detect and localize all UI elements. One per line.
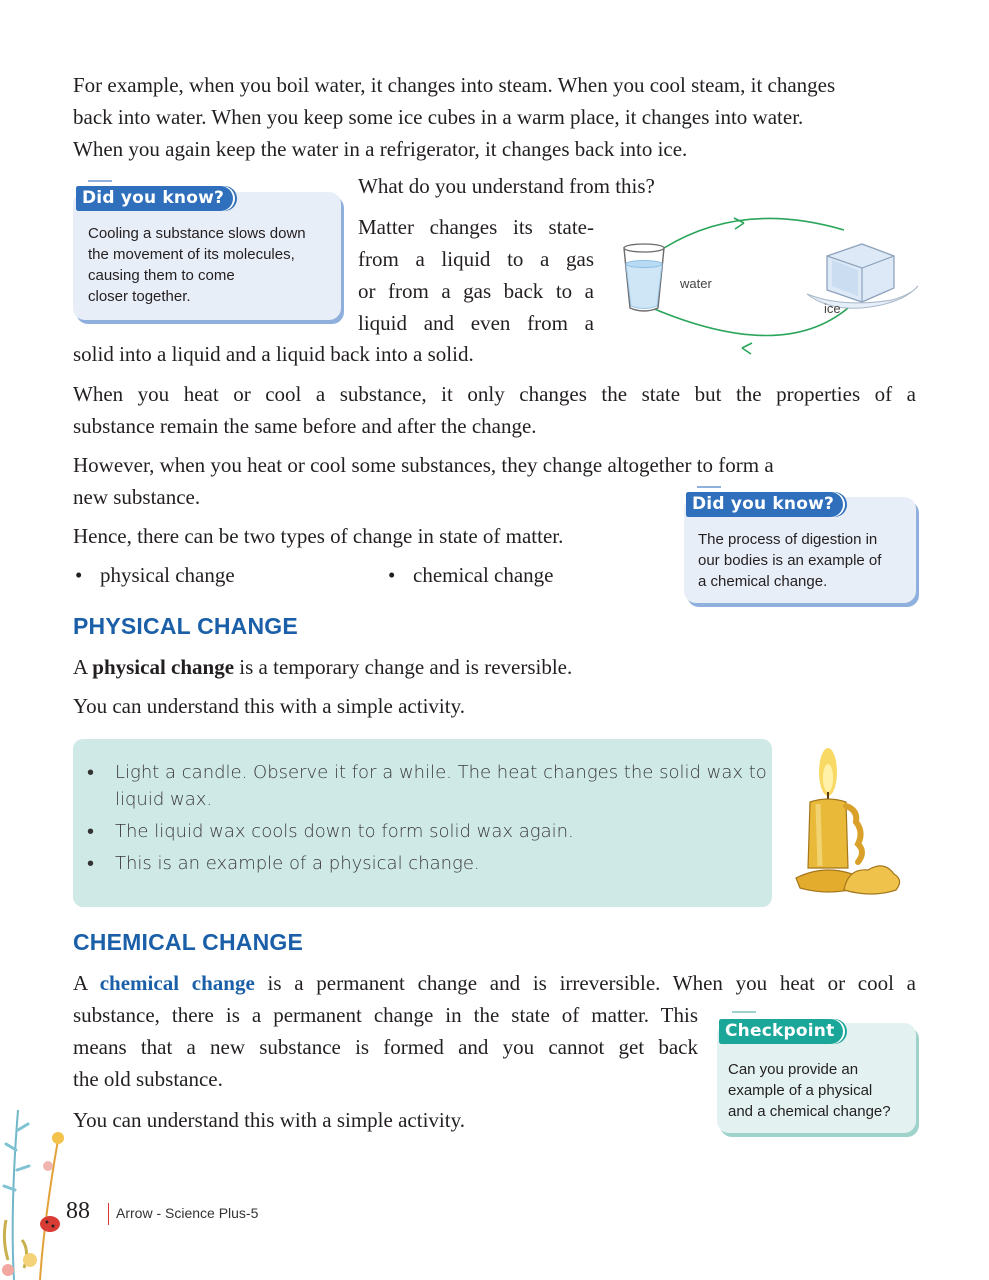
definition-term: chemical change <box>99 971 255 995</box>
ice-cube-icon <box>807 244 918 308</box>
matter-line: liquid and even from a <box>358 311 594 335</box>
intro-line: When you again keep the water in a refrigerator, it changes back into ice. <box>73 137 688 161</box>
activity-item: • The liquid wax cools down to form solid wax again. <box>73 818 772 845</box>
matter-line: Matter changes its state- <box>358 215 594 239</box>
did-you-know-text <box>698 529 913 592</box>
candle-activity-box <box>73 739 772 907</box>
type-physical-change: physical change <box>100 563 235 587</box>
hence-text: Hence, there can be two types of change in state of matter. <box>73 524 564 548</box>
box-line: The process of digestion in <box>698 531 878 548</box>
checkpoint-text <box>728 1059 918 1122</box>
tag-accent-line <box>88 180 112 182</box>
paragraph-line: means that a new substance is formed and you cannot get back <box>73 1035 698 1059</box>
cycle-arrow-top <box>664 218 844 248</box>
page-number: 88 <box>66 1198 90 1224</box>
water-label: water <box>680 276 712 291</box>
tag-accent-line <box>697 486 721 488</box>
intro-line: back into water. When you keep some ice cubes in a warm place, it changes into water. <box>73 105 804 129</box>
matter-line: or from a gas back to a <box>358 279 594 303</box>
arrow-head-bottom <box>742 343 752 354</box>
box-line: the movement of its molecules, <box>88 246 295 263</box>
matter-line-last: solid into a liquid and a liquid back into a solid. <box>73 342 474 366</box>
did-you-know-tag: Did you know? <box>76 186 233 211</box>
paragraph-line: new substance. <box>73 485 201 509</box>
cycle-arrow-bottom <box>652 308 848 336</box>
definition-text: is a permanent change and is irreversible. When you heat or cool a <box>254 971 916 995</box>
footer-divider <box>108 1203 109 1225</box>
tag-accent-line <box>732 1011 756 1013</box>
activity-list <box>73 759 772 877</box>
activity-item: • This is an example of a physical change. <box>73 850 772 877</box>
box-line: a chemical change. <box>698 573 828 590</box>
intro-paragraph <box>73 69 916 165</box>
paragraph-line <box>73 967 916 999</box>
paragraph-line: the old substance. <box>73 1067 223 1091</box>
definition-text: is a temporary change and is reversible. <box>234 655 573 679</box>
definition-text: A <box>73 971 100 995</box>
question-text: What do you understand from this? <box>358 174 655 198</box>
activity-intro: You can understand this with a simple activity. <box>73 694 465 718</box>
matter-line: from a liquid to a gas <box>358 247 594 271</box>
paragraph-line: substance remain the same before and after the change. <box>73 414 537 438</box>
paragraph-line: substance, there is a permanent change in the state of matter. This <box>73 1003 698 1027</box>
did-you-know-text <box>88 223 338 307</box>
did-you-know-tag: Did you know? <box>686 492 843 517</box>
floral-decoration <box>0 1100 80 1280</box>
box-line: Cooling a substance slows down <box>88 225 306 242</box>
chemical-change-paragraph <box>73 967 916 999</box>
paragraph-line: When you heat or cool a substance, it only changes the state but the properties of a <box>73 382 916 406</box>
matter-paragraph <box>358 211 594 339</box>
definition-term: physical change <box>92 655 235 679</box>
box-line: causing them to come <box>88 267 235 284</box>
ice-label: ice <box>824 301 841 316</box>
physical-change-definition <box>73 651 572 683</box>
activity-item <box>73 759 772 813</box>
heat-cool-paragraph <box>73 378 916 442</box>
intro-line: For example, when you boil water, it changes into steam. When you cool steam, it changes <box>73 73 836 97</box>
box-line: Can you provide an <box>728 1061 859 1078</box>
definition-text: A <box>73 655 93 679</box>
physical-change-heading: PHYSICAL CHANGE <box>73 613 298 639</box>
book-title: Arrow - Science Plus-5 <box>116 1205 259 1221</box>
activity-intro: You can understand this with a simple activity. <box>73 1108 465 1132</box>
activity-text: liquid wax. <box>115 789 213 810</box>
candle-icon <box>788 740 908 900</box>
water-glass-icon <box>624 244 664 311</box>
bullet-dot: • <box>75 563 83 587</box>
bullet-dot: • <box>388 563 396 587</box>
chemical-change-heading: CHEMICAL CHANGE <box>73 929 304 955</box>
paragraph-line: However, when you heat or cool some substances, they change altogether to form a <box>73 453 774 477</box>
checkpoint-tag: Checkpoint <box>719 1019 843 1044</box>
type-chemical-change: chemical change <box>413 563 554 587</box>
water-ice-cycle-diagram <box>612 208 922 358</box>
box-line: closer together. <box>88 288 191 305</box>
box-line: example of a physical <box>728 1082 873 1099</box>
activity-text: Light a candle. Observe it for a while. The heat changes the solid wax to <box>115 762 767 783</box>
box-line: and a chemical change? <box>728 1103 891 1120</box>
box-line: our bodies is an example of <box>698 552 882 569</box>
chemical-change-continued <box>73 999 698 1095</box>
